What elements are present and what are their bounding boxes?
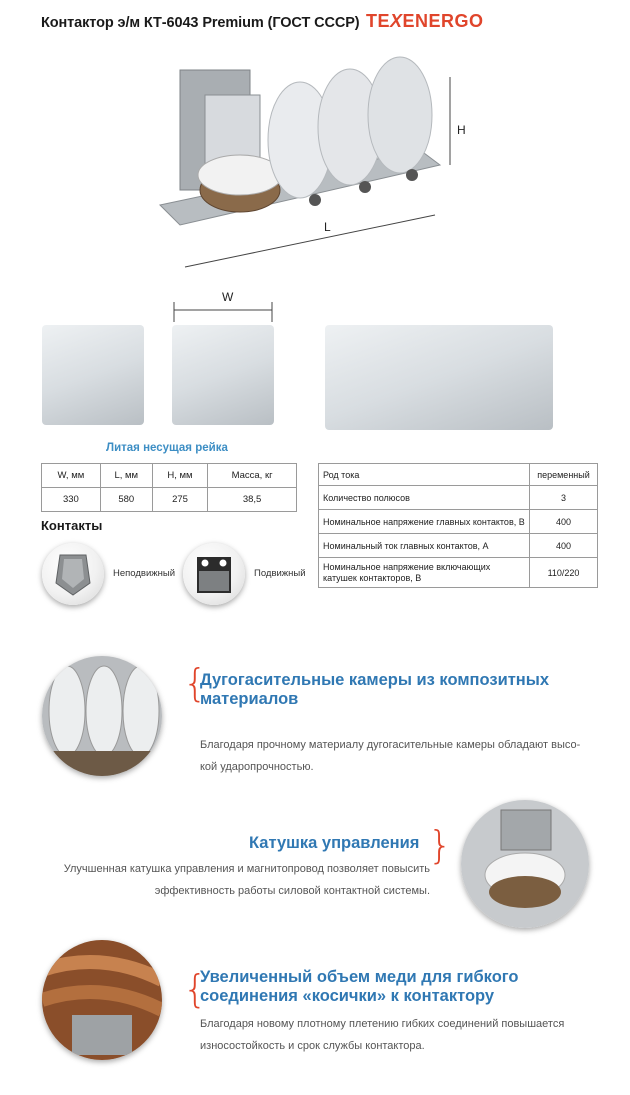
table-cell: 330 [42, 488, 101, 512]
table-cell-label: Номинальное напряжение главных контактов, В [319, 510, 530, 534]
dimension-w-bracket [172, 302, 274, 322]
product-end-view-image [172, 325, 274, 425]
product-side-view-image [42, 325, 144, 425]
feature-1-brace-icon: { [183, 661, 208, 705]
table-header-cell: Масса, кг [208, 464, 297, 488]
product-main-image [150, 55, 470, 275]
fixed-contact-image [42, 543, 104, 605]
copper-braid-image [42, 940, 162, 1060]
specifications-table [318, 463, 598, 588]
table-row [319, 464, 598, 486]
table-row [319, 510, 598, 534]
table-cell-value: 3 [530, 486, 598, 510]
table-row [319, 558, 598, 588]
table-header-row [42, 464, 297, 488]
feature-1-title: Дугогасительные камеры из композитных материалов [200, 671, 550, 708]
feature-1-text: Благодаря прочному материалу дугогасительные камеры обладают высо-кой ударопрочностью. [200, 739, 581, 773]
page-title: Контактор э/м КТ-6043 Premium (ГОСТ СССР) [41, 15, 360, 31]
brand-logo [366, 11, 484, 32]
logo-part-left: TE [366, 11, 391, 31]
moving-contact-image [183, 543, 245, 605]
dimension-w-label: W [222, 290, 234, 304]
feature-3-brace-icon: { [183, 967, 208, 1011]
table-cell: 38,5 [208, 488, 297, 512]
fixed-contact-drawing [42, 543, 104, 605]
table-cell: 275 [152, 488, 207, 512]
rail-caption: Литая несущая рейка [106, 442, 228, 454]
arc-chamber-image [42, 656, 162, 776]
table-cell-value: 400 [530, 510, 598, 534]
table-cell-value: 110/220 [530, 558, 598, 588]
arc-chamber-drawing [42, 656, 162, 776]
table-cell-label: Количество полюсов [319, 486, 530, 510]
logo-part-x: X [390, 11, 403, 31]
contactor-drawing [150, 55, 470, 275]
product-front-view-image [325, 325, 553, 430]
dimensions-table [41, 463, 297, 512]
table-row [42, 488, 297, 512]
control-coil-drawing [461, 800, 589, 928]
table-header-cell: L, мм [100, 464, 152, 488]
dimension-l-label: L [324, 220, 331, 234]
table-cell-value: переменный [530, 464, 598, 486]
table-cell-label: Номинальное напряжение включающих катушек контакторов, В [319, 558, 530, 588]
fixed-contact-label: Неподвижный [113, 568, 175, 579]
copper-braid-drawing [42, 940, 162, 1060]
table-cell-label: Род тока [319, 464, 530, 486]
table-row [319, 534, 598, 558]
feature-3-title: Увеличенный объем меди для гибкого соединения «косички» к контактору [200, 968, 519, 1005]
table-header-cell: H, мм [152, 464, 207, 488]
feature-2-brace-icon: } [428, 823, 453, 867]
table-cell-label: Номинальный ток главных контактов, А [319, 534, 530, 558]
table-cell: 580 [100, 488, 152, 512]
feature-3-text: Благодаря новому плотному плетению гибких соединений повышается износостойкость и срок службы контактора. [200, 1018, 565, 1052]
feature-2-text: Улучшенная катушка управления и магнитопровод позволяет повысить эффективность работы силовой контактной системы. [63, 863, 430, 897]
feature-2-title: Катушка управления [249, 834, 420, 852]
dimension-h-label: H [457, 123, 466, 137]
moving-contact-drawing [183, 543, 245, 605]
control-coil-image [461, 800, 589, 928]
table-cell-value: 400 [530, 534, 598, 558]
table-row [319, 486, 598, 510]
logo-part-right: ENERGO [402, 11, 484, 31]
contacts-title: Контакты [41, 518, 103, 533]
table-header-cell: W, мм [42, 464, 101, 488]
moving-contact-label: Подвижный [254, 568, 306, 579]
